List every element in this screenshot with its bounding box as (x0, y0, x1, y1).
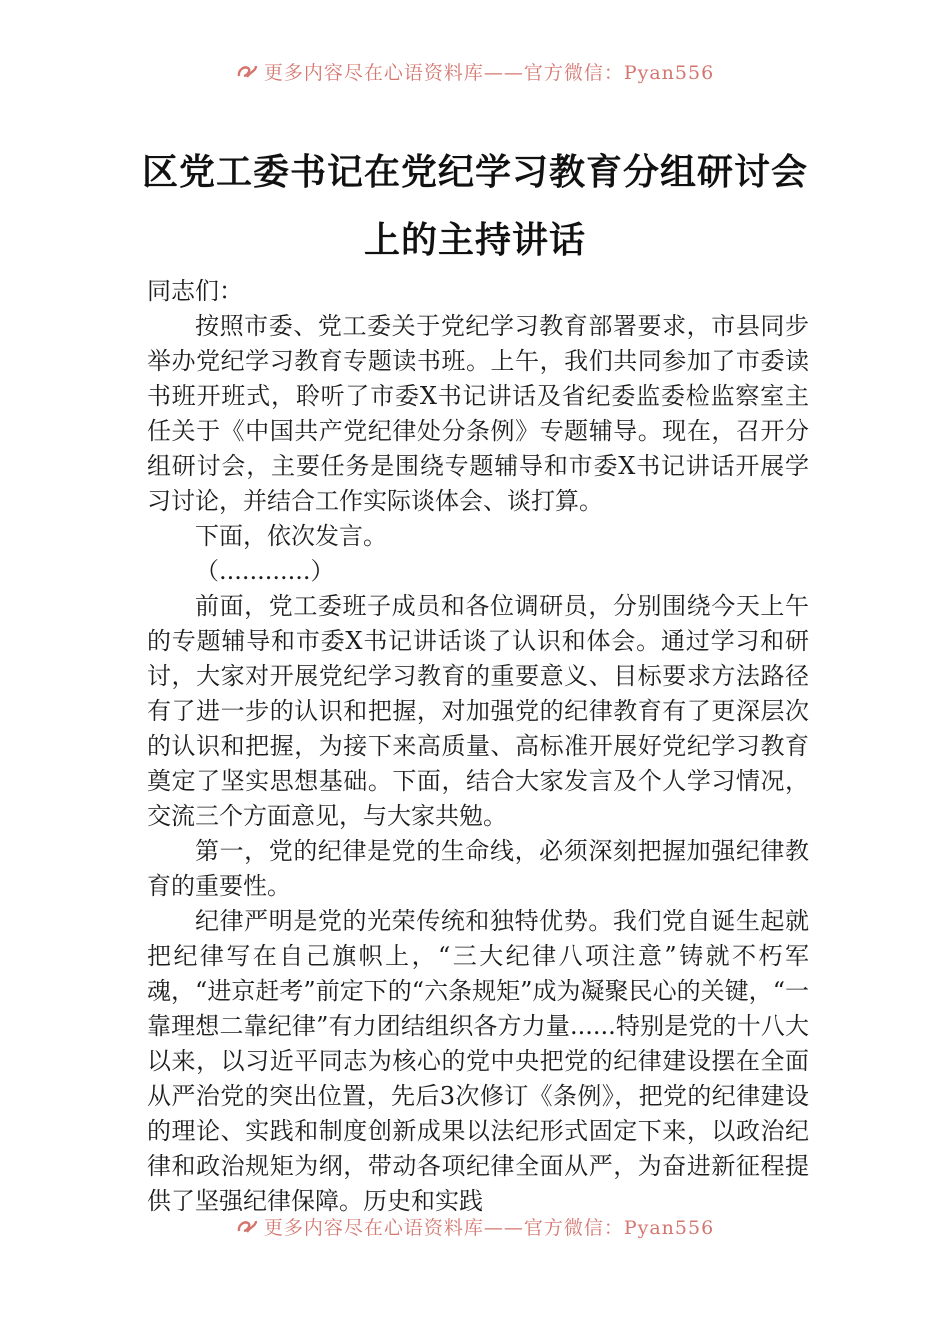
document-title-line-1: 区党工委书记在党纪学习教育分组研讨会 (141, 151, 808, 193)
watermark-banner-bottom (0, 1213, 950, 1240)
watermark-text: 更多内容尽在心语资料库——官方微信：Pyan556 (263, 62, 715, 84)
brand-logo-icon (236, 1217, 258, 1237)
greeting: 同志们： (147, 277, 243, 305)
watermark-text: 更多内容尽在心语资料库——官方微信：Pyan556 (263, 1217, 715, 1239)
brand-logo-icon (236, 62, 258, 82)
paragraph: 前面，党工委班子成员和各位调研员，分别围绕今天上午的专题辅导和市委X书记讲话谈了认识和体会。通过学习和研讨，大家对开展党纪学习教育的重要意义、目标要求方法路径有了进一步的认识和把握，对加强党的纪律教育有了更深层次的认识和把握，为接下来高质量、高标准开展好党纪学习教育奠定了坚实思想基础。下面，结合大家发言及个人学习情况，交流三个方面意见，与大家共勉。 (147, 592, 809, 830)
paragraph: 按照市委、党工委关于党纪学习教育部署要求，市县同步举办党纪学习教育专题读书班。上午，我们共同参加了市委读书班开班式，聆听了市委X书记讲话及省纪委监委检监察室主任关于《中国共产党纪律处分条例》专题辅导。现在，召开分组研讨会，主要任务是围绕专题辅导和市委X书记讲话开展学习讨论，并结合工作实际谈体会、谈打算。 (147, 312, 809, 515)
paragraph: （............） (195, 557, 335, 585)
paragraph: 下面，依次发言。 (195, 522, 387, 550)
document-title-line-2: 上的主持讲话 (363, 219, 586, 261)
paragraph: 纪律严明是党的光荣传统和独特优势。我们党自诞生起就把纪律写在自己旗帜上，“三大纪律八项注意”铸就不朽军魂，“进京赶考”前定下的“六条规矩”成为凝聚民心的关键，“一靠理想二靠纪律”有力团结组织各方力量......特别是党的十八大以来，以习近平同志为核心的党中央把党的纪律建设摆在全面从严治党的突出位置，先后3次修订《条例》，把党的纪律建设的理论、实践和制度创新成果以法纪形式固定下来，以政治纪律和政治规矩为纲，带动各项纪律全面从严，为奋进新征程提供了坚强纪律保障。历史和实践 (147, 907, 809, 1215)
section-heading: 第一，党的纪律是党的生命线，必须深刻把握加强纪律教育的重要性。 (147, 837, 809, 900)
document-body (147, 274, 809, 1219)
watermark-banner-top (0, 58, 950, 85)
